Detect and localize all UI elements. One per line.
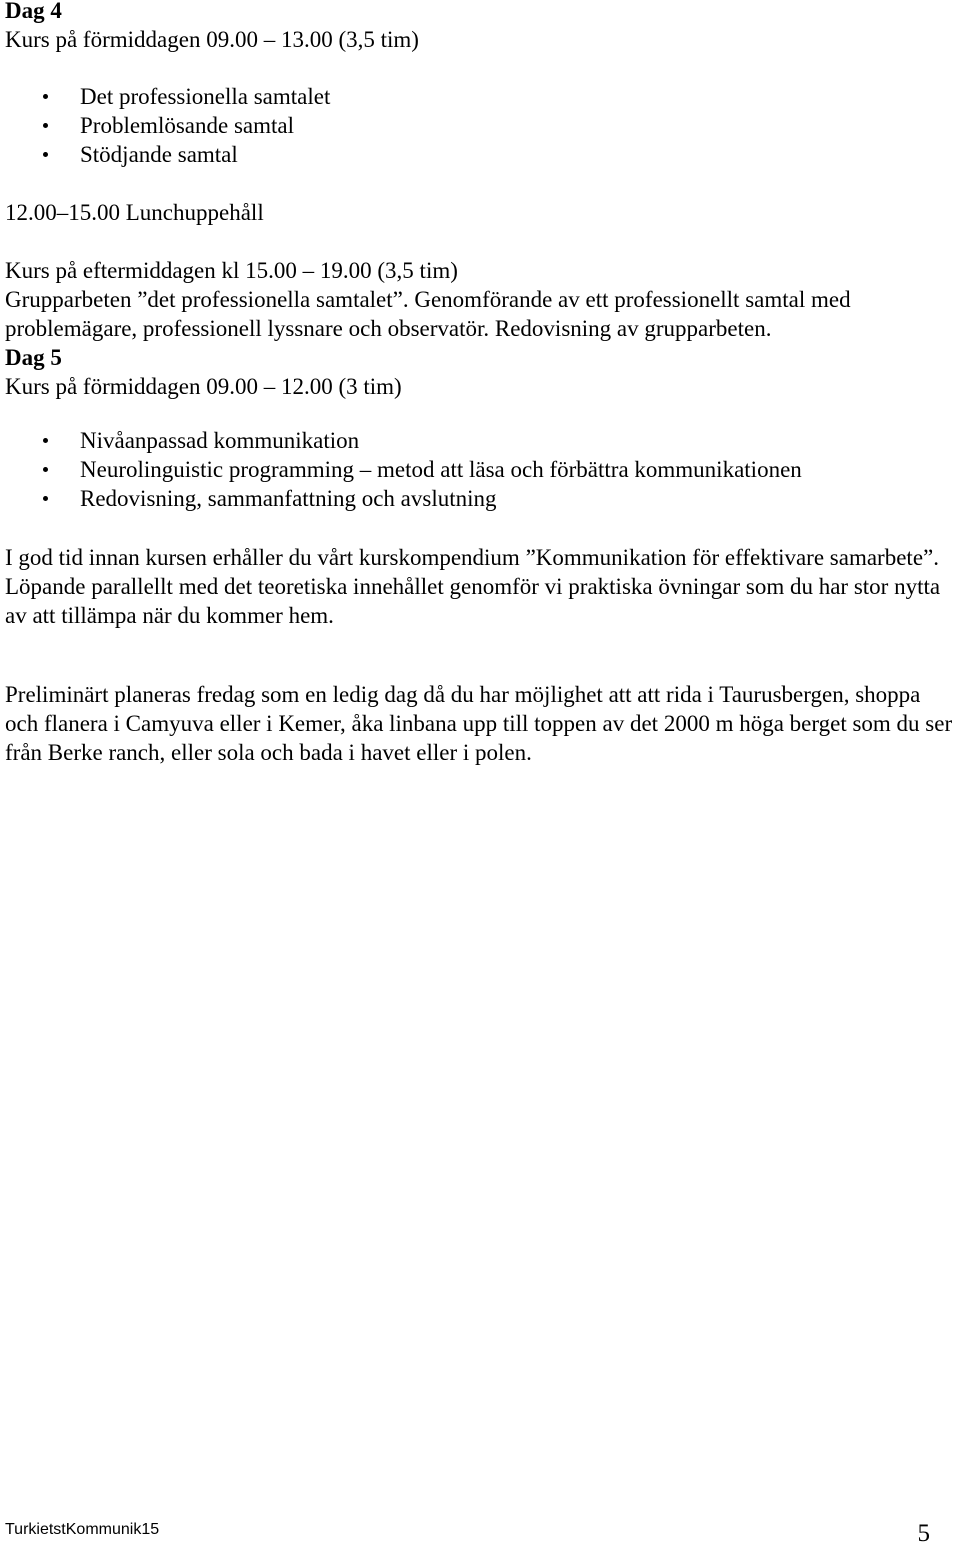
bullet-icon — [43, 496, 48, 501]
page-number: 5 — [917, 1520, 930, 1547]
dag5-topic-list — [5, 426, 957, 513]
bullet-icon — [43, 438, 48, 443]
footer-document-name: TurkietstKommunik15 — [5, 1521, 160, 1538]
bullet-icon — [43, 94, 48, 99]
bullet-icon — [43, 152, 48, 157]
dag4-lunch — [5, 198, 957, 227]
dag5-section — [5, 343, 957, 401]
dag4-heading: Dag 4 — [5, 0, 62, 23]
list-item: Redovisning, sammanfattning och avslutning — [5, 484, 957, 513]
dag5-morning-schedule: Kurs på förmiddagen 09.00 – 12.00 (3 tim) — [5, 374, 402, 399]
compendium-paragraph: I god tid innan kursen erhåller du vårt kurskompendium ”Kommunikation för effektivare samarbete”. Löpande parallellt med det teoretiska innehållet genomför vi praktiska övningar som du har stor nytta av att tillämpa när du kommer hem. — [5, 545, 941, 628]
lunch-line: 12.00–15.00 Lunchuppehåll — [5, 200, 264, 225]
list-item: Det professionella samtalet — [5, 82, 957, 111]
list-item: Neurolinguistic programming – metod att läsa och förbättra kommunikationen — [5, 455, 957, 484]
list-item: Nivåanpassad kommunikation — [5, 426, 957, 455]
friday-paragraph: Preliminärt planeras fredag som en ledig dag då du har möjlighet att att rida i Taurusbergen, shoppa och flanera i Camyuva eller i Kemer, åka linbana upp till toppen av det 2000 m höga berget som du ser från Berke ranch, eller sola och bada i havet eller i polen. — [5, 682, 953, 765]
dag4-morning-schedule: Kurs på förmiddagen 09.00 – 13.00 (3,5 tim) — [5, 27, 419, 52]
dag4-afternoon-description: Grupparbeten ”det professionella samtalet”. Genomförande av ett professionellt samtal med problemägare, professionell lyssnare och observatör. Redovisning av grupparbeten. — [5, 287, 851, 341]
bullet-icon — [43, 467, 48, 472]
list-item: Stödjande samtal — [5, 140, 957, 169]
dag4-topic-list — [5, 82, 957, 169]
list-item: Problemlösande samtal — [5, 111, 957, 140]
dag4-section — [5, 0, 957, 54]
dag5-heading: Dag 5 — [5, 345, 62, 370]
bullet-icon — [43, 123, 48, 128]
dag4-afternoon-schedule: Kurs på eftermiddagen kl 15.00 – 19.00 (3,5 tim) — [5, 258, 458, 283]
dag4-afternoon — [5, 256, 957, 343]
